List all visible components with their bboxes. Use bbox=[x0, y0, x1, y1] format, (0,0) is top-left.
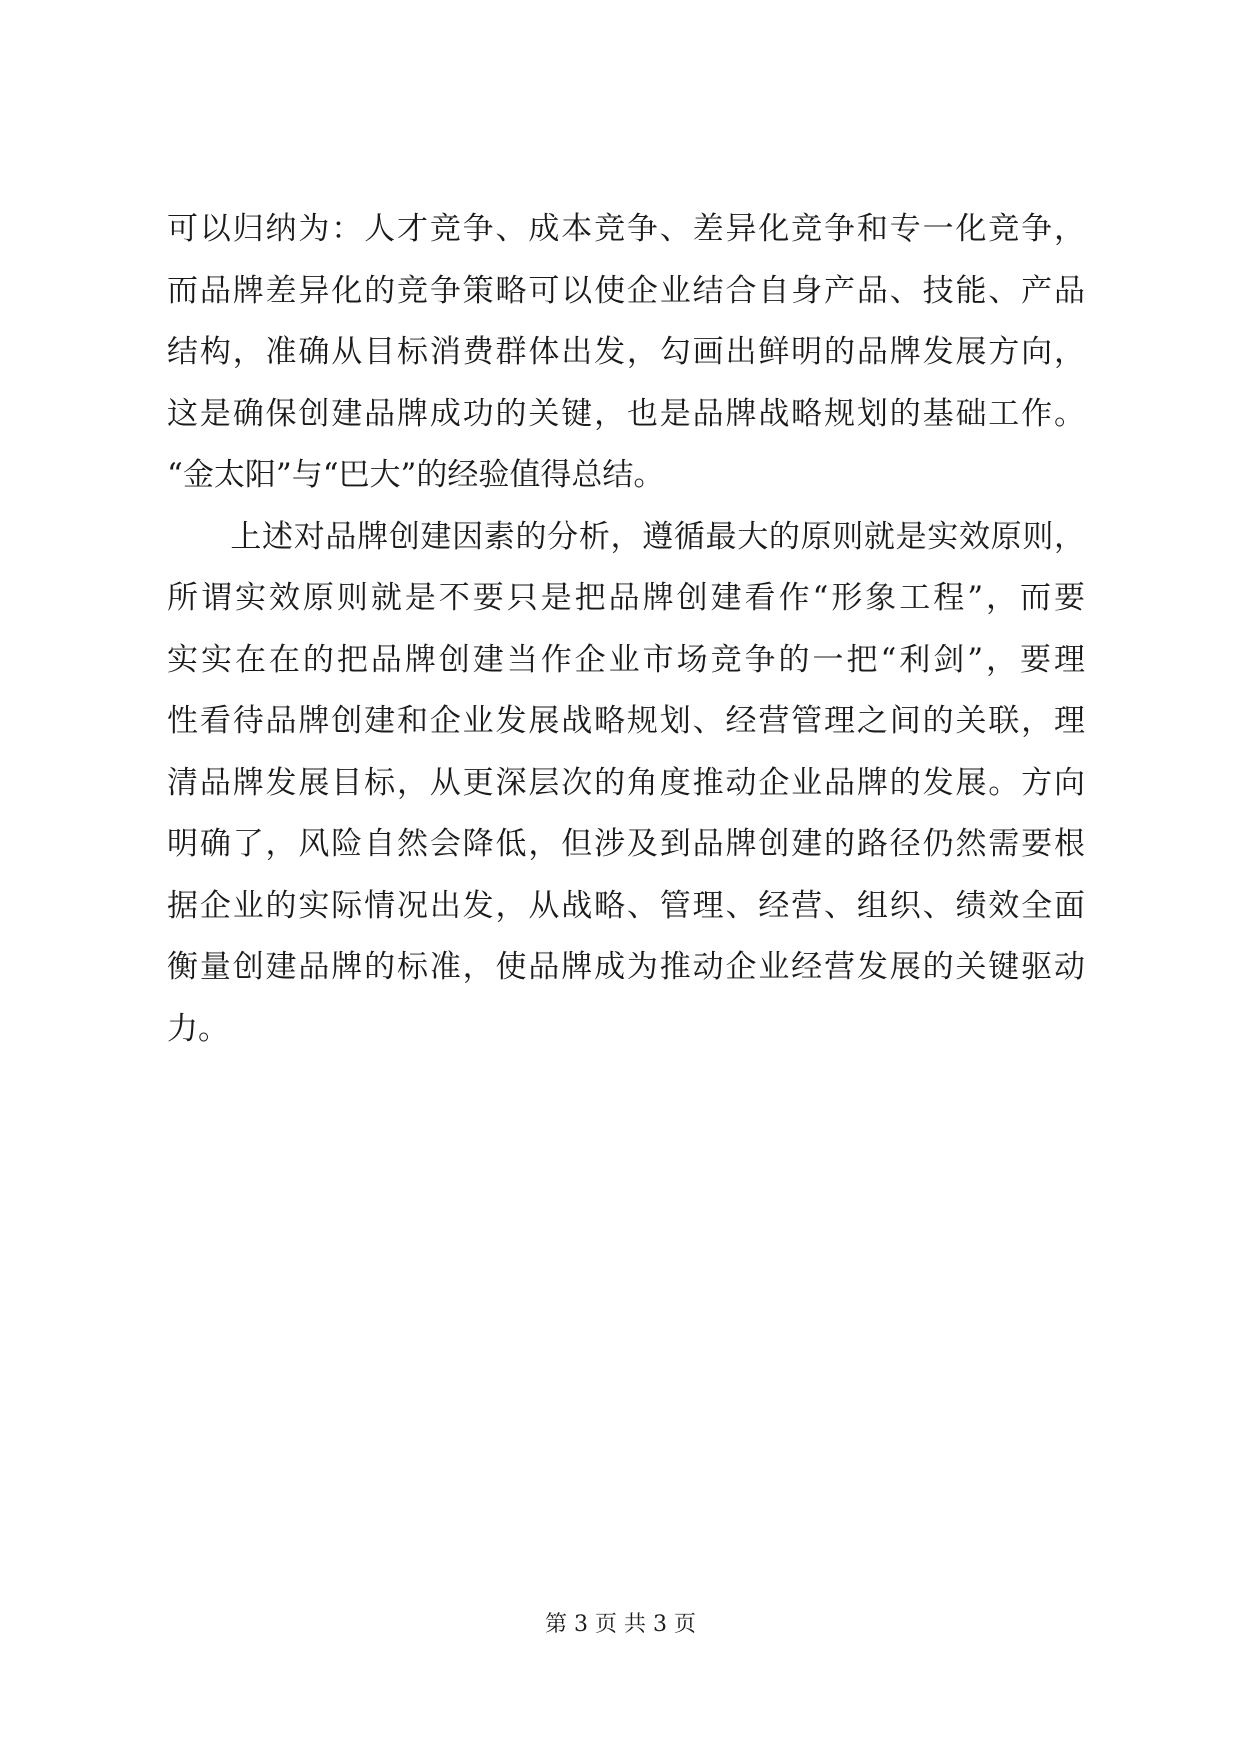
text-line: 明确了，风险自然会降低，但涉及到品牌创建的路径仍然需要根 bbox=[167, 826, 1085, 862]
text-line: 清品牌发展目标，从更深层次的角度推动企业品牌的发展。方向 bbox=[167, 764, 1085, 801]
text-line: 衡量创建品牌的标准，使品牌成为推动企业经营发展的关键驱动 bbox=[167, 949, 1085, 985]
text-line: 这是确保创建品牌成功的关键，也是品牌战略规划的基础工作。 bbox=[167, 395, 1085, 432]
text-line: 所谓实效原则就是不要只是把品牌创建看作“形象工程”，而要 bbox=[167, 580, 1085, 616]
text-line: 力。 bbox=[167, 1010, 229, 1047]
text-line: 实实在在的把品牌创建当作企业市场竞争的一把“利剑”，要理 bbox=[167, 641, 1085, 678]
page-number-footer: 第 3 页 共 3 页 bbox=[545, 1612, 696, 1637]
text-line: “金太阳”与“巴大”的经验值得总结。 bbox=[167, 457, 665, 493]
body-text bbox=[167, 199, 1085, 1060]
text-line: 而品牌差异化的竞争策略可以使企业结合自身产品、技能、产品 bbox=[167, 272, 1085, 309]
text-line: 可以归纳为：人才竞争、成本竞争、差异化竞争和专一化竞争， bbox=[167, 211, 1085, 247]
text-line: 据企业的实际情况出发，从战略、管理、经营、组织、绩效全面 bbox=[167, 887, 1085, 924]
text-line: 性看待品牌创建和企业发展战略规划、经营管理之间的关联，理 bbox=[167, 703, 1085, 739]
text-line: 上述对品牌创建因素的分析，遵循最大的原则就是实效原则， bbox=[167, 518, 1085, 555]
text-line: 结构，准确从目标消费群体出发，勾画出鲜明的品牌发展方向， bbox=[167, 334, 1085, 370]
